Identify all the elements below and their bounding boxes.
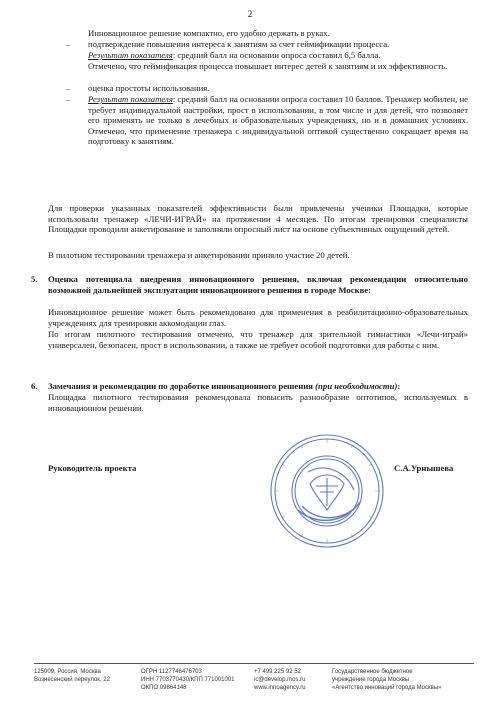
- section-5-paragraph-2: По итогам пилотного тестирования отмечено, что тренажер для зрительной гимнастики «Лечи-играй» универсален, безопасен, прост в использовании, а также не требует особой подготовки для работы с ним.: [48, 329, 468, 350]
- section-6-title-end: :: [397, 381, 401, 391]
- section-5-number: 5.: [31, 274, 38, 284]
- section-6-number: 6.: [31, 381, 38, 391]
- paragraph-participants: В пилотном тестировании тренажера и анкетировании приняло участие 20 детей.: [48, 250, 350, 260]
- continuation-line: Инновационное решение компактно, его удобно держать в руках.: [88, 28, 330, 38]
- result-gamification-text: : средний балл на основании опроса составил 6,5 балла.: [172, 50, 381, 60]
- bullet-gamification: подтверждение повышения интереса к занятиям за счет геймификации процесса.: [88, 39, 390, 49]
- footer-registration-line: ОГРН 1127746476703: [141, 669, 202, 675]
- result-simplicity-text: : средний балл на основании опроса составил 10 баллов. Тренажер мобилен, не требует индивидуальной настройки, прост в использовании, в том числе и для детей, что позволяет его применять не только в лечебных и образовательных учреждениях, но и в домашних условиях. Отмечено, что применение тренажера с индивидуальной оптикой существенно сокращает время на подготовку к занятиям.: [88, 94, 468, 147]
- footer-address: [34, 668, 110, 684]
- footer-email[interactable]: ic@develop.mos.ru: [254, 677, 306, 683]
- footer-divider: [34, 663, 474, 664]
- section-6-title-note: (при необходимости): [315, 381, 398, 391]
- footer-address-line: Вознесенский переулок, 22: [34, 677, 110, 683]
- page-number: 2: [247, 9, 253, 19]
- section-6-title-text: Замечания и рекомендации по доработке инновационного решения: [48, 381, 313, 391]
- footer-organization-line: «Агентство инноваций города Москвы»: [332, 685, 442, 691]
- footer-organization-line: учреждение города Москвы: [332, 677, 410, 683]
- footer-website[interactable]: www.innoagency.ru: [254, 685, 306, 691]
- bullet-simplicity: оценка простоты использования.: [88, 83, 210, 93]
- bullet-dash: –: [66, 94, 71, 104]
- signature-role: Руководитель проекта: [48, 463, 137, 473]
- section-6-title: [48, 381, 473, 392]
- official-seal-stamp: [268, 432, 386, 550]
- section-5-title: Оценка потенциала внедрения инновационного решения, включая рекомендации относительно возможной дальнейшей эксплуатации инновационного решения в городе Москве:: [48, 274, 468, 295]
- signature-name: С.А.Урнышева: [394, 463, 454, 473]
- paragraph-check: Для проверки указанных показателей эффективности были привлечены ученики Площадки, которые использовали тренажер «ЛЕЧИ-ИГРАЙ» на протяжении 4 месяцев. По итогам тренировки специалисты Площадки проводили анкетирование и заполняли опросный лист на основе субъективных ощущений детей.: [48, 203, 468, 235]
- bullet-dash: –: [66, 83, 71, 93]
- result-label: Результат показателя: [88, 94, 173, 104]
- section-6-paragraph-1: Площадка пилотного тестирования рекомендовала повысить разнообразие оптотипов, используемых в инновационном решении.: [48, 392, 468, 413]
- footer-organization-line: Государственное бюджетное: [332, 669, 413, 675]
- footer-phone: +7 499 225 92 52: [254, 669, 301, 675]
- footer-registration-line: ИНН 7703770430/КПП 771001001: [141, 677, 235, 683]
- result-label: Результат показателя: [88, 50, 173, 60]
- footer-organization: [332, 668, 441, 692]
- result-simplicity: [88, 94, 468, 147]
- footer-address-line: 125009, Россия, Москва: [34, 669, 101, 675]
- note-gamification: Отмечено, что геймификация процесса повышает интерес детей к занятиям и их эффективность.: [88, 61, 448, 71]
- result-gamification: [88, 50, 468, 61]
- section-5-paragraph-1: Инновационное решение может быть рекомендовано для применения в реабилитационно-образовательных учреждениях для тренировки аккомодации глаз.: [48, 307, 468, 328]
- bullet-dash: –: [66, 39, 71, 49]
- footer-registration-line: ОКПО 09864148: [141, 685, 187, 691]
- footer-registration: [141, 668, 235, 692]
- footer-contacts: [254, 668, 306, 692]
